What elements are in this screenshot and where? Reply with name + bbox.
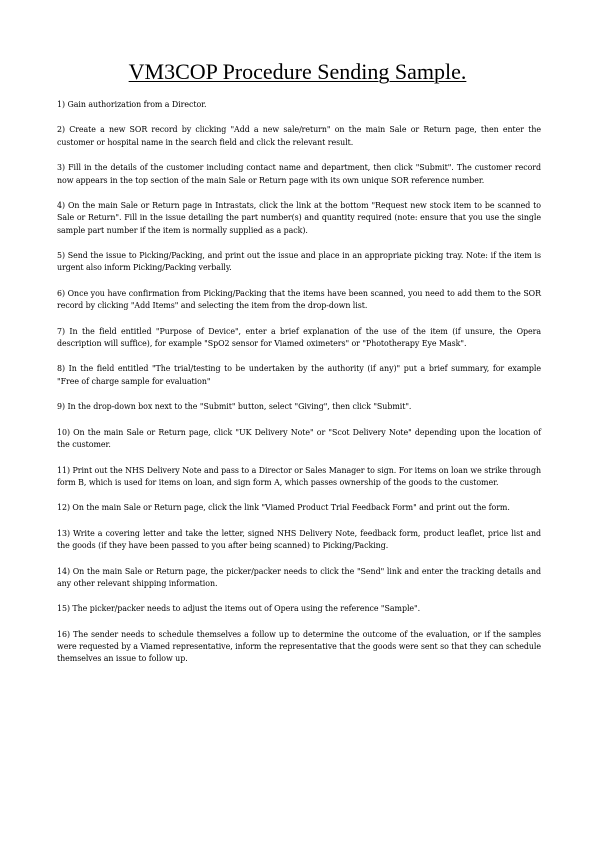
step-12: 12) On the main Sale or Return page, click the link "Viamed Product Trial Feedback Form" and print out the form.: [57, 503, 510, 513]
procedure-steps: [57, 99, 541, 679]
step-9: 9) In the drop-down box next to the "Submit" button, select "Giving", then click "Submit".: [57, 402, 412, 412]
step-16: 16) The sender needs to schedule themselves a follow up to determine the outcome of the evaluation, or if the samples were requested by a Viamed representative, inform the representative that the goods were sent so that they can schedule themselves an issue to follow up.: [57, 629, 541, 664]
step-15: 15) The picker/packer needs to adjust the items out of Opera using the reference "Sample".: [57, 604, 421, 614]
step-14: 14) On the main Sale or Return page, the picker/packer needs to click the "Send" link and enter the tracking details and any other relevant shipping information.: [57, 566, 541, 588]
step-2: 2) Create a new SOR record by clicking "Add a new sale/return" on the main Sale or Return page, then enter the customer or hospital name in the search field and click the relevant result.: [57, 125, 541, 147]
step-6: 6) Once you have confirmation from Picking/Packing that the items have been scanned, you need to add them to the SOR record by clicking "Add Items" and selecting the item from the drop-down list.: [57, 288, 541, 311]
step-4: 4) On the main Sale or Return page in Intrastats, click the link at the bottom "Request new stock item to be scanned to Sale or Return". Fill in the issue detailing the part number(s) and quantity required (note: ensure that you use the single sample part number if the item is normally supplied as a pack).: [57, 201, 541, 235]
step-13: 13) Write a covering letter and take the letter, signed NHS Delivery Note, feedback form, product leaflet, price list and the goods (if they have been passed to you after being scanned) to Picking/Packing.: [57, 528, 541, 551]
step-1: 1) Gain authorization from a Director.: [57, 100, 207, 109]
step-11: 11) Print out the NHS Delivery Note and pass to a Director or Sales Manager to sign. For items on loan we strike through form B, which is used for items on loan, and sign form A, which passes ownership of the goods to the customer.: [57, 465, 541, 487]
step-3: 3) Fill in the details of the customer including contact name and department, then click "Submit". The customer record now appears in the top section of the main Sale or Return page with its own unique SOR reference number.: [57, 163, 541, 185]
step-10: 10) On the main Sale or Return page, click "UK Delivery Note" or "Scot Delivery Note" depending upon the location of the customer.: [57, 427, 541, 450]
step-8: 8) In the field entitled "The trial/testing to be undertaken by the authority (if any)" put a brief summary, for example "Free of charge sample for evaluation": [57, 364, 541, 386]
step-7: 7) In the field entitled "Purpose of Device", enter a brief explanation of the use of the item (if unsure, the Opera description will suffice), for example "SpO2 sensor for Viamed oximeters" or "Phototherapy Eye Mask".: [57, 326, 541, 348]
step-5: 5) Send the issue to Picking/Packing, and print out the issue and place in an appropriate picking tray. Note: if the item is urgent also inform Picking/Packing verbally.: [57, 251, 541, 273]
document-title: VM3COP Procedure Sending Sample.: [128, 59, 467, 84]
